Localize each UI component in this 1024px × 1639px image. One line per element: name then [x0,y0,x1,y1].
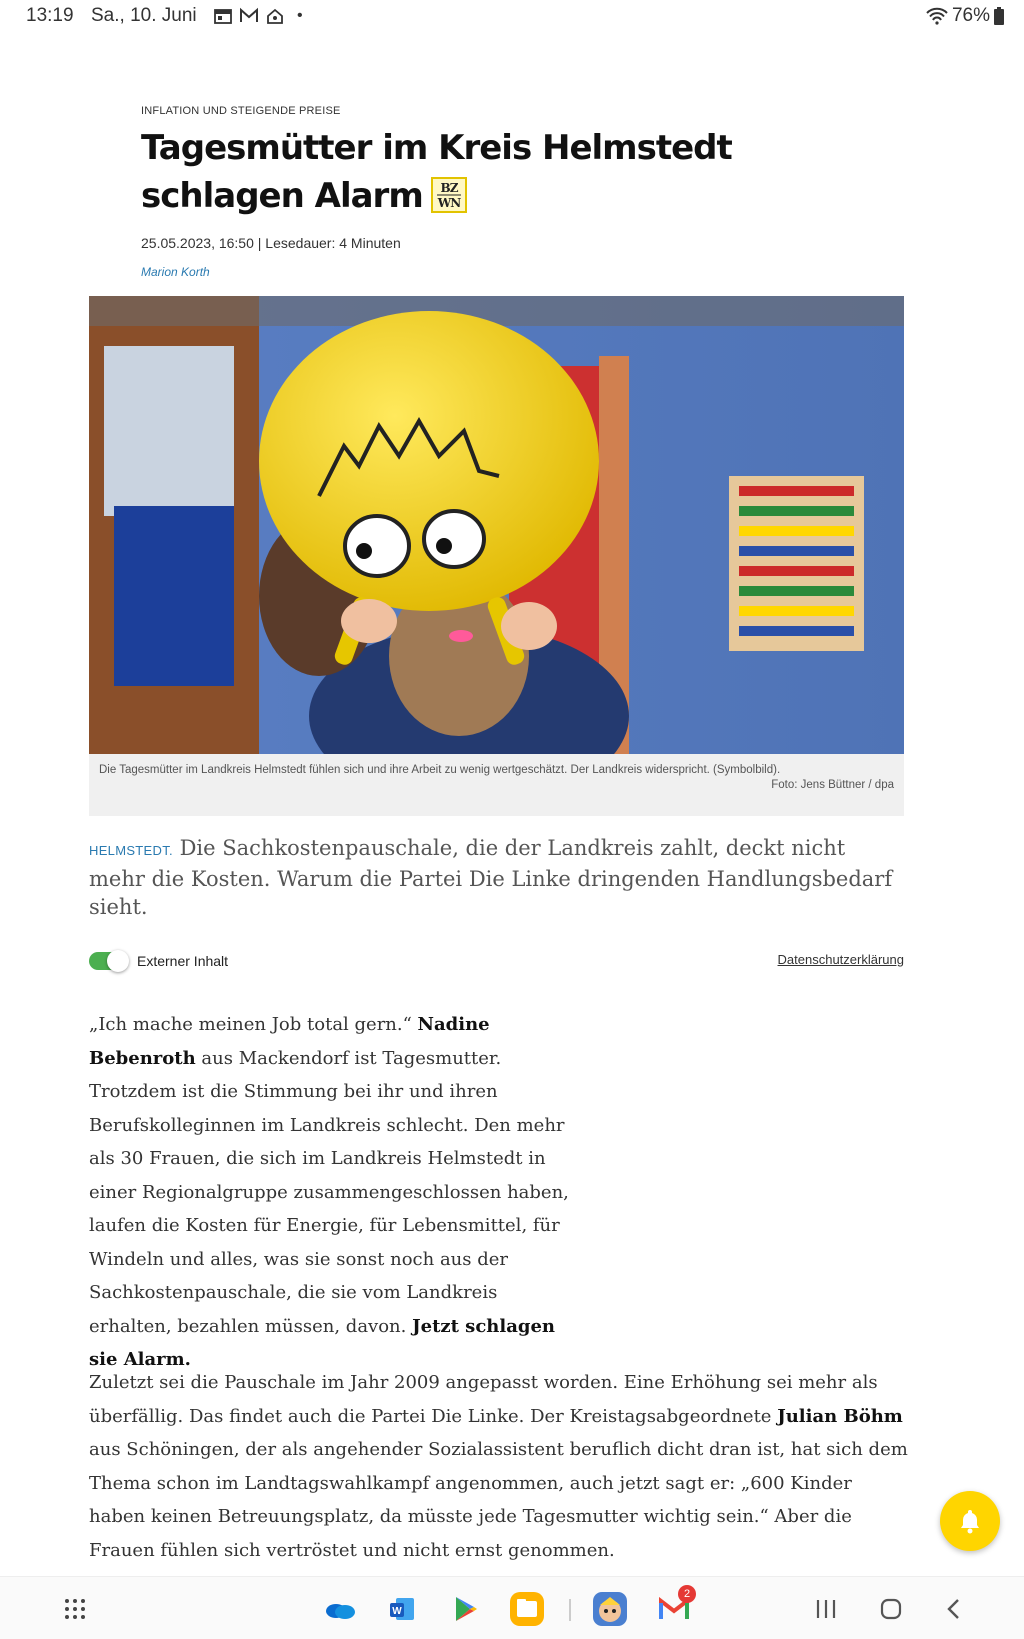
gmail-app[interactable] [656,1588,692,1627]
notification-icons [213,6,303,26]
logo-text-bottom: WN [437,195,460,210]
paragraph-1 [89,1008,579,1377]
app-drawer-button[interactable] [57,1591,93,1627]
p1-name: Nadine Bebenroth [89,1014,490,1069]
app-drawer-icon [63,1597,87,1621]
navigation-bar [0,1576,1024,1639]
privacy-link[interactable]: Datenschutzerklärung [777,952,904,967]
back-icon [944,1597,964,1621]
article-lead [89,834,904,921]
external-content-label: Externer Inhalt [137,953,229,969]
nav-divider [569,1599,571,1621]
gmail-icon [239,6,259,26]
clock: 13:19 [26,5,74,26]
battery-icon [994,7,1004,25]
files-app[interactable] [509,1591,545,1627]
photo-balloon-child [89,296,904,754]
home-button[interactable] [873,1591,909,1627]
article-photo[interactable] [89,296,904,754]
play-store-app[interactable] [448,1591,484,1627]
word-icon [388,1595,416,1623]
article-author[interactable]: Marion Korth [141,265,210,279]
calendar-icon [213,6,233,26]
photo-caption-box [89,754,904,816]
recent-apps-button[interactable] [808,1591,844,1627]
bz-wn-logo [431,177,467,213]
battery-percent: 76% [951,5,990,26]
dateline: HELMSTEDT. [89,843,173,858]
article-headline [141,124,841,220]
lead-text: Die Sachkostenpauschale, die der Landkreis zahlt, deckt nicht mehr die Kosten. Warum die Partei Die Linke dringenden Handlungsbedarf sieht. [89,836,893,919]
wifi-icon [926,7,948,25]
home-icon [265,6,285,26]
more-notifications-dot: • [297,7,303,24]
svg-text:W: W [392,1606,402,1617]
p2-text-c: aus Schöningen, der als angehender Sozialassistent beruflich dicht dran ist, hat sich dem Thema schon im Landtagswahlkampf angenommen, auch jetzt sagt er: „600 Kinder haben keinen Betreuungsplatz, da müsste jede Tagesmutter wichtig sein.“ Aber die Frauen fühlen sich vertröstet und nicht ernst genommen. [89,1439,908,1561]
p1-emphasis: Jetzt schlagen sie Alarm. [89,1315,555,1370]
game-icon [592,1591,628,1627]
external-content-row [89,950,904,974]
bell-icon [956,1507,984,1535]
p1-text-c: aus Mackendorf ist Tagesmutter. Trotzdem ist die Stimmung bei ihr und ihren Berufskolleginnen im Landkreis schlecht. Den mehr als 30 Frauen, die sich im Landkreis Helmstedt in einer Regionalgruppe zusammengeschlossen haben, laufen die Kosten für Energie, für Lebensmittel, für Windeln und alles, was sie sonst noch aus der Sachkostenpauschale, die sie vom Landkreis erhalten, bezahlen müssen, davon. [89,1047,569,1337]
photo-credit: Foto: Jens Büttner / dpa [771,779,894,791]
word-app[interactable] [384,1591,420,1627]
system-indicators [926,5,1004,27]
paragraph-2 [89,1366,909,1567]
logo-text-top: BZ [440,180,458,195]
p2-name: Julian Böhm [777,1405,903,1427]
gmail-badge: 2 [678,1585,696,1603]
p1-text-a: „Ich mache meinen Job total gern.“ [89,1014,418,1035]
photo-caption: Die Tagesmütter im Landkreis Helmstedt fühlen sich und ihre Arbeit zu wenig wertgeschätzt. Der Landkreis widerspricht. (Symbolbild). [99,764,781,776]
p2-text-a: Zuletzt sei die Pauschale im Jahr 2009 angepasst worden. Eine Erhöhung sei mehr als überfällig. Das findet auch die Partei Die Linke. Der Kreistagsabgeordnete [89,1372,878,1427]
back-button[interactable] [936,1591,972,1627]
date: Sa., 10. Juni [91,5,197,26]
external-content-toggle[interactable] [89,952,127,970]
onedrive-icon [324,1598,356,1620]
notification-bell-button[interactable] [940,1491,1000,1551]
article-meta: 25.05.2023, 16:50 | Lesedauer: 4 Minuten [141,235,401,251]
home-button-icon [879,1597,903,1621]
onedrive-app[interactable] [322,1591,358,1627]
toggle-knob [107,950,129,972]
headline-text: Tagesmütter im Kreis Helmstedt schlagen Alarm [141,128,732,216]
status-bar [0,0,1024,34]
play-store-icon [453,1595,479,1623]
recent-apps-icon [814,1598,838,1620]
game-app[interactable] [592,1591,628,1627]
files-icon [509,1591,545,1627]
article-kicker: INFLATION UND STEIGENDE PREISE [141,105,341,117]
